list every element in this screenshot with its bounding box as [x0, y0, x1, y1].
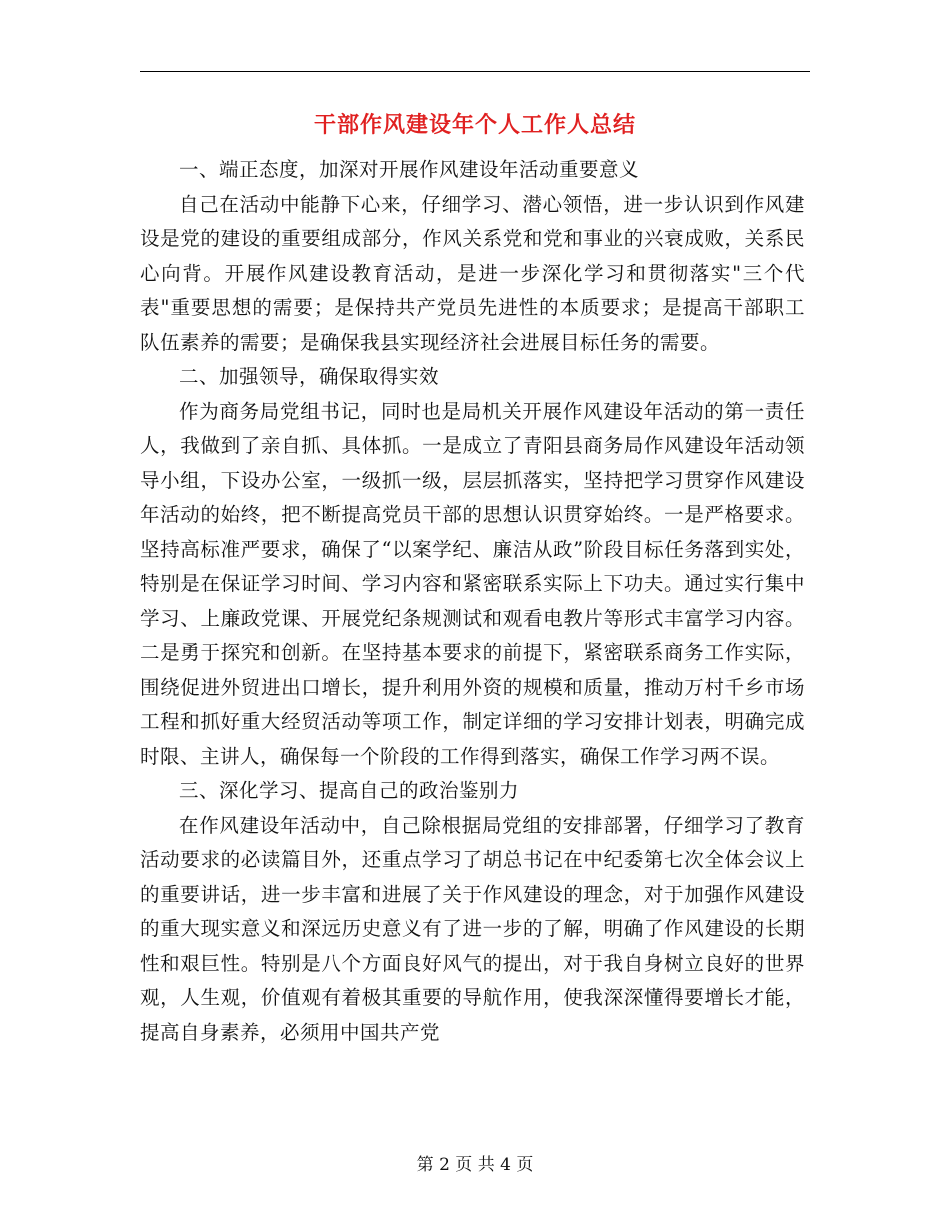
- page-number: 第 2 页 共 4 页: [416, 1155, 534, 1175]
- header-rule: [140, 71, 810, 72]
- document-body: [140, 153, 805, 1050]
- section-body-1: 自己在活动中能静下心来，仔细学习、潜心领悟，进一步认识到作风建设是党的建设的重要组成部分，作风关系党和党和事业的兴衰成败，关系民心向背。开展作风建设教育活动，是进一步深化学习和贯彻落实"三个代表"重要思想的需要；是保持共产党员先进性的本质要求；是提高干部职工队伍素养的需要；是确保我县实现经济社会进展目标任务的需要。: [140, 192, 805, 354]
- section-body-3: 在作风建设年活动中，自己除根据局党组的安排部署，仔细学习了教育活动要求的必读篇目外，还重点学习了胡总书记在中纪委第七次全体会议上的重要讲话，进一步丰富和进展了关于作风建设的理念，对于加强作风建设的重大现实意义和深远历史意义有了进一步的了解，明确了作风建设的长期性和艰巨性。特别是八个方面良好风气的提出，对于我自身树立良好的世界观，人生观，价值观有着极其重要的导航作用，使我深深懂得要增长才能，提高自身素养，必须用中国共产党: [140, 813, 805, 1044]
- section-heading-2: 二、加强领导，确保取得实效: [179, 365, 440, 388]
- section-heading-1: 一、端正态度，加深对开展作风建设年活动重要意义: [179, 158, 640, 181]
- section-body-2: 作为商务局党组书记，同时也是局机关开展作风建设年活动的第一责任人，我做到了亲自抓、具体抓。一是成立了青阳县商务局作风建设年活动领导小组，下设办公室，一级抓一级，层层抓落实，坚持把学习贯穿作风建设年活动的始终，把不断提高党员干部的思想认识贯穿始终。一是严格要求。坚持高标准严要求，确保了“以案学纪、廉洁从政”阶段目标任务落到实处，特别是在保证学习时间、学习内容和紧密联系实际上下功夫。通过实行集中学习、上廉政党课、开展党纪条规测试和观看电教片等形式丰富学习内容。二是勇于探究和创新。在坚持基本要求的前提下，紧密联系商务工作实际，围绕促进外贸进出口增长，提升利用外资的规模和质量，推动万村千乡市场工程和抓好重大经贸活动等项工作，制定详细的学习安排计划表，明确完成时限、主讲人，确保每一个阶段的工作得到落实，确保工作学习两不误。: [140, 399, 805, 768]
- section-heading-3: 三、深化学习、提高自己的政治鉴别力: [179, 779, 520, 802]
- document-title: 干部作风建设年个人工作人总结: [313, 112, 636, 138]
